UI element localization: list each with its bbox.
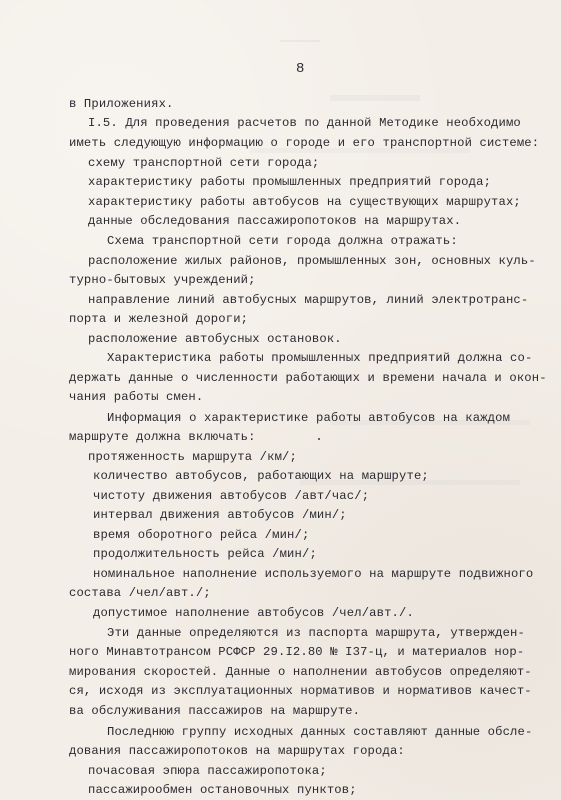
text-line: держать данные о численности работающих и времени начала и окон- [69, 371, 547, 385]
page-number: 8 [296, 61, 305, 77]
text-line: порта и железной дороги; [69, 312, 249, 326]
text-line: продолжительность рейса /мин/; [93, 547, 317, 561]
text-line: турно-бытовых учреждений; [69, 273, 256, 287]
text-line: Характеристика работы промышленных предприятий должна со- [107, 351, 533, 365]
text-line: количество автобусов, работающих на маршруте; [93, 469, 429, 483]
text-line: расположение жилых районов, промышленных зон, основных куль- [88, 254, 536, 268]
bleed-through-mark [280, 40, 320, 56]
text-line: мирования скоростей. Данные о наполнении автобусов определяют- [69, 665, 532, 679]
bleed-through-mark [330, 95, 420, 101]
text-line: Последнюю группу исходных данных составляют данные обсле- [107, 725, 533, 739]
text-line: ся, исходя из эксплуатационных нормативов и нормативов качест- [69, 684, 532, 698]
stray-ink-dot [318, 438, 320, 440]
text-line: чистоту движения автобусов /авт/час/; [93, 489, 370, 503]
text-line: ва обслуживания пассажиров на маршруте. [69, 704, 361, 718]
text-line: характеристику работы промышленных предприятий города; [88, 175, 492, 189]
text-line: интервал движения автобусов /мин/; [93, 508, 347, 522]
text-line: Эти данные определяются из паспорта маршрута, утвержден- [107, 626, 525, 640]
text-line: маршруте должна включать: [69, 430, 256, 444]
text-line: ного Минавтотрансом РСФСР 29.I2.80 № I37-ц, и материалов нор- [69, 645, 525, 659]
text-line: характеристику работы автобусов на существующих маршрутах; [88, 195, 521, 209]
text-line: расположение автобусных остановок. [88, 332, 342, 346]
text-line: дования пассажиропотоков на маршрутах города: [69, 744, 405, 758]
text-line: пассажирообмен остановочных пунктов; [88, 783, 357, 797]
text-line: номинальное наполнение используемого на маршруте подвижного [93, 567, 534, 581]
text-line: время оборотного рейса /мин/; [93, 528, 310, 542]
text-line: состава /чел/авт./; [69, 586, 211, 600]
text-line: иметь следующую информацию о городе и его транспортной системе: [69, 136, 540, 150]
text-line: I.5. Для проведения расчетов по данной Методике необходимо [88, 116, 521, 130]
text-line: в Приложениях. [69, 97, 174, 111]
text-line: допустимое наполнение автобусов /чел/авт./. [93, 606, 414, 620]
text-line: Информация о характеристике работы автобусов на каждом [107, 411, 511, 425]
text-line: направление линий автобусных маршрутов, линий электротранс- [88, 293, 529, 307]
text-line: протяженность маршрута /км/; [88, 450, 297, 464]
text-line: чания работы смен. [69, 390, 204, 404]
text-line: схему транспортной сети города; [88, 156, 320, 170]
text-line: данные обследования пассажиропотоков на маршрутах. [88, 214, 462, 228]
text-line: почасовая эпюра пассажиропотока; [88, 764, 327, 778]
text-line: Схема транспортной сети города должна отражать: [107, 234, 458, 248]
